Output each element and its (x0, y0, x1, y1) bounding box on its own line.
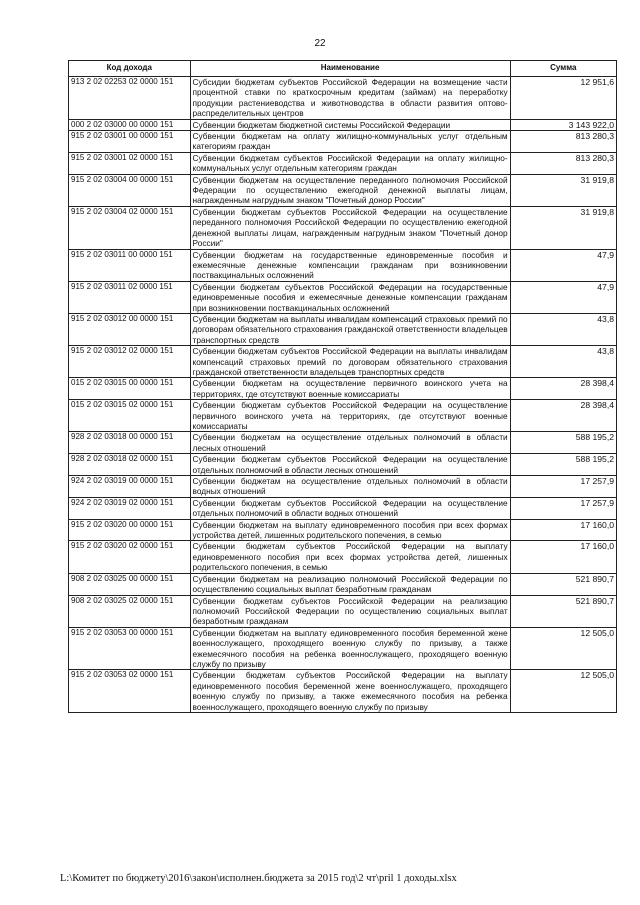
row-name: Субвенции бюджетам на реализацию полномочий Российской Федерации по осуществлению социальных выплат безработным гражданам (190, 573, 510, 595)
table-row (69, 346, 617, 378)
row-code: 915 2 02 03020 02 0000 151 (69, 541, 191, 573)
row-code: 915 2 02 03004 02 0000 151 (69, 206, 191, 249)
table-row (69, 432, 617, 454)
row-code: 015 2 02 03015 00 0000 151 (69, 378, 191, 400)
row-sum: 43,8 (510, 313, 616, 345)
table-row (69, 519, 617, 541)
row-sum: 813 280,3 (510, 131, 616, 153)
row-name: Субвенции бюджетам на осуществление отдельных полномочий в области водных отношений (190, 476, 510, 498)
row-code: 915 2 02 03012 00 0000 151 (69, 313, 191, 345)
row-code: 015 2 02 03015 02 0000 151 (69, 400, 191, 432)
row-sum: 28 398,4 (510, 400, 616, 432)
table-header-row (69, 61, 617, 77)
table-row (69, 119, 617, 130)
row-sum: 47,9 (510, 249, 616, 281)
table-row (69, 249, 617, 281)
row-sum: 813 280,3 (510, 152, 616, 174)
row-sum: 521 890,7 (510, 595, 616, 627)
row-sum: 43,8 (510, 346, 616, 378)
row-code: 915 2 02 03053 02 0000 151 (69, 670, 191, 713)
row-name: Субвенции бюджетам субъектов Российской Федерации на осуществление отдельных полномочий в области лесных отношений (190, 454, 510, 476)
row-sum: 28 398,4 (510, 378, 616, 400)
row-sum: 588 195,2 (510, 454, 616, 476)
table-row (69, 627, 617, 670)
row-name: Субвенции бюджетам на выплату единовременного пособия беременной жене военнослужащего, проходящего военную службу по призыву, а также ежемесячного пособия на ребенка военнослужащего, проходящего военную службу по призыву (190, 627, 510, 670)
row-code: 928 2 02 03018 02 0000 151 (69, 454, 191, 476)
table-row (69, 400, 617, 432)
row-name: Субвенции бюджетам субъектов Российской Федерации на осуществление первичного воинского учета на территориях, где отсутствуют военные комиссариаты (190, 400, 510, 432)
row-code: 915 2 02 03011 02 0000 151 (69, 281, 191, 313)
row-sum: 17 257,9 (510, 476, 616, 498)
revenue-table (68, 60, 617, 713)
table-row (69, 476, 617, 498)
row-name: Субвенции бюджетам субъектов Российской Федерации на государственные единовременные пособия и ежемесячные денежные компенсации гражданам при возникновении поствакцинальных осложнений (190, 281, 510, 313)
row-sum: 588 195,2 (510, 432, 616, 454)
table-row (69, 541, 617, 573)
table-row (69, 670, 617, 713)
row-code: 928 2 02 03018 00 0000 151 (69, 432, 191, 454)
row-sum: 3 143 922,0 (510, 119, 616, 130)
row-name: Субвенции бюджетам субъектов Российской Федерации на осуществление переданного полномочия Российской Федерации по осуществлению ежегодной денежной выплаты лицам, награжденным нагрудным знаком "Почетный донор России" (190, 206, 510, 249)
row-code: 924 2 02 03019 00 0000 151 (69, 476, 191, 498)
row-name: Субвенции бюджетам на осуществление переданного полномочия Российской Федерации по осуществлению ежегодной денежной выплаты лицам, награжденным нагрудным знаком "Почетный донор России" (190, 174, 510, 206)
row-code: 913 2 02 02253 02 0000 151 (69, 77, 191, 120)
table-row (69, 77, 617, 120)
row-name: Субвенции бюджетам субъектов Российской Федерации на реализацию полномочий Российской Федерации по осуществлению социальных выплат безработным гражданам (190, 595, 510, 627)
row-name: Субвенции бюджетам субъектов Российской Федерации на выплату единовременного пособия при всех формах устройства детей, лишенных родительского попечения, в семью (190, 541, 510, 573)
table-row (69, 313, 617, 345)
table-row (69, 497, 617, 519)
row-name: Субвенции бюджетам на государственные единовременные пособия и ежемесячные денежные компенсации гражданам при возникновении поствакцинальных осложнений (190, 249, 510, 281)
file-path-footer: L:\Комитет по бюджету\2016\закон\исполнен.бюджета за 2015 год\2 чт\pril 1 доходы.xlsx (60, 873, 457, 884)
row-code: 915 2 02 03004 00 0000 151 (69, 174, 191, 206)
row-sum: 47,9 (510, 281, 616, 313)
table-row (69, 206, 617, 249)
row-code: 915 2 02 03012 02 0000 151 (69, 346, 191, 378)
row-sum: 17 257,9 (510, 497, 616, 519)
row-name: Субвенции бюджетам на осуществление отдельных полномочий в области лесных отношений (190, 432, 510, 454)
row-code: 915 2 02 03011 00 0000 151 (69, 249, 191, 281)
row-sum: 12 951,6 (510, 77, 616, 120)
row-name: Субвенции бюджетам субъектов Российской Федерации на оплату жилищно-коммунальных услуг отдельным категориям граждан (190, 152, 510, 174)
row-sum: 17 160,0 (510, 541, 616, 573)
row-name: Субвенции бюджетам субъектов Российской Федерации на выплату единовременного пособия беременной жене военнослужащего, проходящего военную службу по призыву, а также ежемесячного пособия на ребенка военнослужащего, проходящего военную службу по призыву (190, 670, 510, 713)
row-sum: 12 505,0 (510, 627, 616, 670)
row-code: 000 2 02 03000 00 0000 151 (69, 119, 191, 130)
column-header-sum: Сумма (510, 61, 616, 77)
row-name: Субвенции бюджетам субъектов Российской Федерации на выплаты инвалидам компенсаций страховых премий по договорам обязательного страхования гражданской ответственности владельцев транспортных средств (190, 346, 510, 378)
table-row (69, 281, 617, 313)
row-code: 908 2 02 03025 00 0000 151 (69, 573, 191, 595)
row-name: Субвенции бюджетам субъектов Российской Федерации на осуществление отдельных полномочий в области водных отношений (190, 497, 510, 519)
row-sum: 12 505,0 (510, 670, 616, 713)
row-code: 908 2 02 03025 02 0000 151 (69, 595, 191, 627)
table-row (69, 378, 617, 400)
row-name: Субвенции бюджетам на оплату жилищно-коммунальных услуг отдельным категориям граждан (190, 131, 510, 153)
table-row (69, 573, 617, 595)
row-code: 915 2 02 03053 00 0000 151 (69, 627, 191, 670)
row-sum: 31 919,8 (510, 174, 616, 206)
row-name: Субвенции бюджетам на осуществление первичного воинского учета на территориях, где отсутствуют военные комиссариаты (190, 378, 510, 400)
row-code: 915 2 02 03001 00 0000 151 (69, 131, 191, 153)
row-code: 924 2 02 03019 02 0000 151 (69, 497, 191, 519)
row-code: 915 2 02 03020 00 0000 151 (69, 519, 191, 541)
row-name: Субсидии бюджетам субъектов Российской Федерации на возмещение части процентной ставки по краткосрочным кредитам (займам) на переработку продукции растениеводства и животноводства в области развития оптово-распределительных центров (190, 77, 510, 120)
row-code: 915 2 02 03001 02 0000 151 (69, 152, 191, 174)
column-header-name: Наименование (190, 61, 510, 77)
row-sum: 17 160,0 (510, 519, 616, 541)
row-name: Субвенции бюджетам бюджетной системы Российской Федерации (190, 119, 510, 130)
row-sum: 31 919,8 (510, 206, 616, 249)
row-name: Субвенции бюджетам на выплаты инвалидам компенсаций страховых премий по договорам обязательного страхования гражданской ответственности владельцев транспортных средств (190, 313, 510, 345)
table-row (69, 454, 617, 476)
row-name: Субвенции бюджетам на выплату единовременного пособия при всех формах устройства детей, лишенных родительского попечения, в семью (190, 519, 510, 541)
table-row (69, 131, 617, 153)
page-number: 22 (314, 38, 326, 49)
row-sum: 521 890,7 (510, 573, 616, 595)
table-row (69, 595, 617, 627)
table-row (69, 152, 617, 174)
column-header-code: Код дохода (69, 61, 191, 77)
table-row (69, 174, 617, 206)
